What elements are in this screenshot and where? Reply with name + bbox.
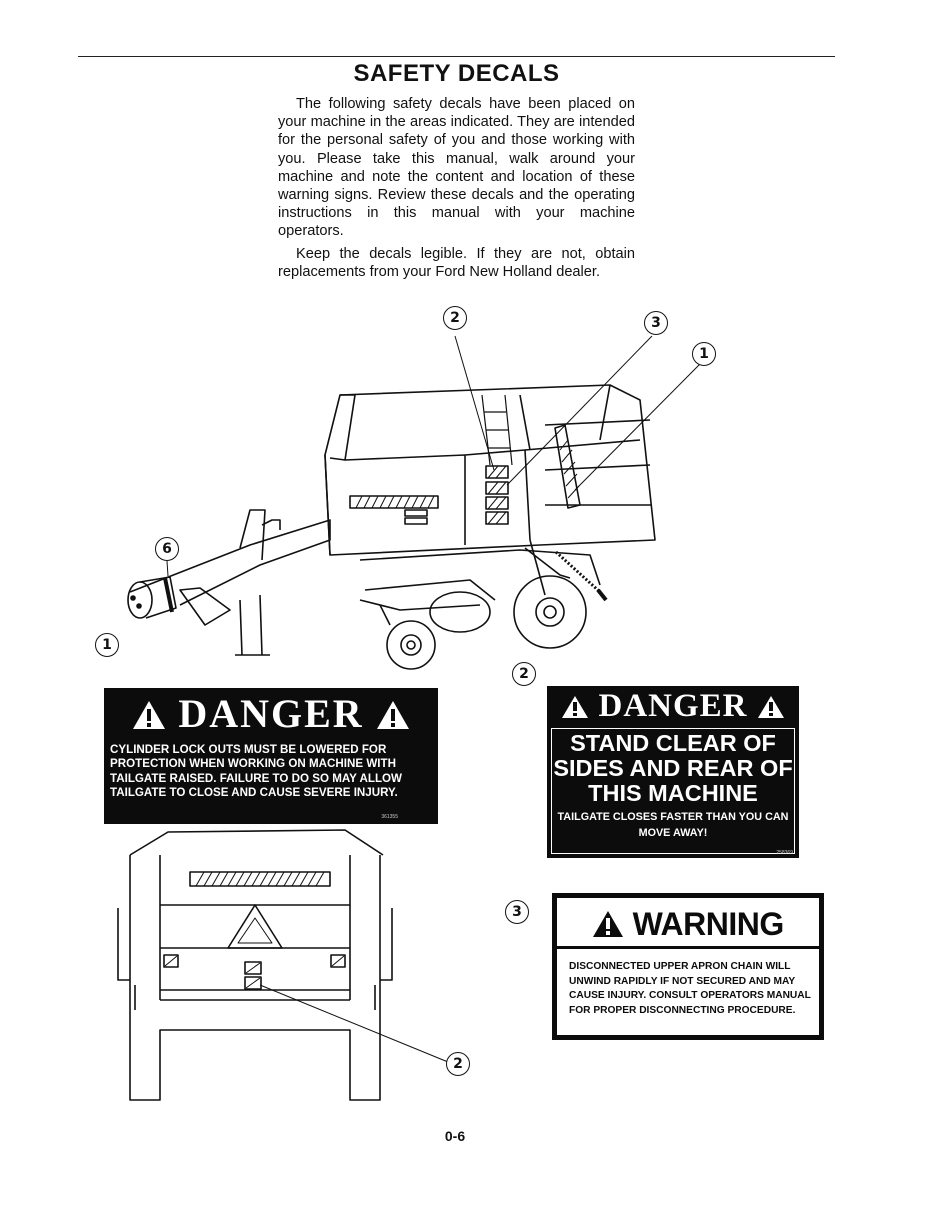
warning-text: DISCONNECTED UPPER APRON CHAIN WILL UNWIND RAPIDLY IF NOT SECURED AND MAY CAUSE INJURY. CONSULT OPERATORS MANUAL FOR PROPER DISCONNECTING PROCEDURE.: [569, 961, 811, 1016]
danger-header: [547, 686, 799, 724]
intro-paragraph-2: Keep the decals legible. If they are not, obtain replacements from your Ford New Holland dealer.: [278, 245, 635, 280]
callout-2-top: 2: [443, 306, 467, 330]
callout-3-decal: 3: [505, 900, 529, 924]
danger-header-label: DANGER: [178, 691, 364, 736]
intro-paragraph-1: The following safety decals have been placed on your machine in the areas indicated. They are intended for the personal safety of you and those working with you. Please take this manual, walk around your machine and note the content and location of these warning signs. Review these decals and the operating instructions in this manual with your machine operators.: [278, 96, 635, 240]
page-number: 0-6: [444, 1128, 466, 1144]
decal-code: 361355: [381, 814, 398, 820]
baler-rear-view: [118, 830, 448, 1100]
warning-triangle-icon: [592, 909, 624, 939]
warning-triangle-icon: [132, 699, 166, 731]
danger-header: [104, 688, 438, 738]
baler-side-view: [128, 385, 655, 669]
danger-header-label: DANGER: [598, 688, 748, 724]
danger-decal-stand-clear: [547, 686, 799, 858]
callout-6-hitch: 6: [155, 537, 179, 561]
danger-text: CYLINDER LOCK OUTS MUST BE LOWERED FOR PROTECTION WHEN WORKING ON MACHINE WITH TAILGATE RAISED. FAILURE TO DO SO MAY ALLOW TAILGATE TO CLOSE AND CAUSE SEVERE INJURY.: [110, 743, 402, 799]
decal-code: 258369: [776, 850, 793, 856]
warning-triangle-icon: [376, 699, 410, 731]
danger-decal-cylinder-lock: [104, 688, 438, 824]
callout-1-top: 1: [692, 342, 716, 366]
callout-1-left: 1: [95, 633, 119, 657]
danger-inner-panel: [551, 728, 795, 854]
warning-triangle-icon: [757, 694, 785, 720]
warning-header: [557, 898, 819, 949]
page-title: SAFETY DECALS: [353, 60, 560, 87]
tailgate-text: TAILGATE CLOSES FASTER THAN YOU CAN MOVE AWAY!: [557, 811, 789, 839]
warning-decal-apron-chain: [552, 893, 824, 1040]
callout-2-rear: 2: [446, 1052, 470, 1076]
warning-triangle-icon: [561, 694, 589, 720]
callout-3-top: 3: [644, 311, 668, 335]
callout-2-decal: 2: [512, 662, 536, 686]
warning-header-label: WARNING: [632, 906, 784, 942]
stand-clear-text: STAND CLEAR OF SIDES AND REAR OF THIS MACHINE: [553, 730, 793, 806]
